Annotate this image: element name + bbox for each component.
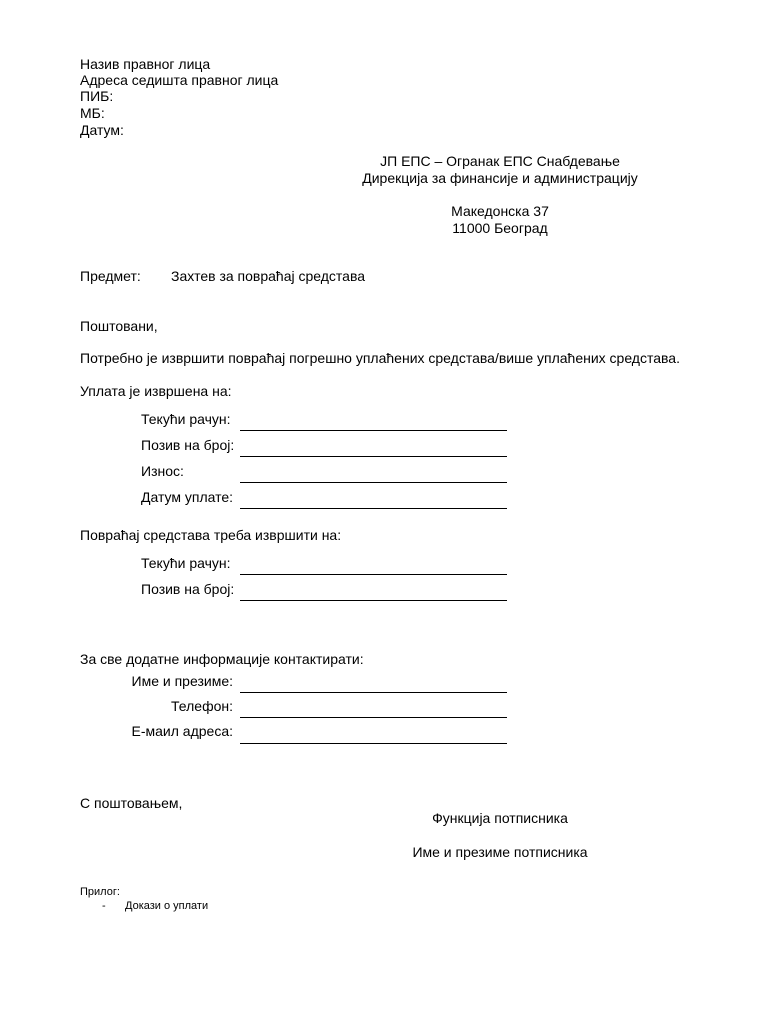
recipient-city: 11000 Београд: [452, 220, 548, 236]
contact-heading: За све додатне информације контактирати:: [80, 651, 364, 667]
recipient-street: Македонска 37: [451, 203, 549, 219]
subject-label: Предмет:: [80, 268, 141, 284]
refund-heading: Повраћај средстава треба извршити на:: [80, 527, 342, 543]
payment-amount-label: Износ:: [141, 463, 184, 479]
sender-name: Назив правног лица: [80, 56, 211, 72]
payment-date-label: Датум уплате:: [141, 489, 234, 505]
payment-account-label: Текући рачун:: [141, 411, 231, 427]
attachment-item: Докази о уплати: [125, 900, 209, 912]
refund-account-label: Текући рачун:: [141, 555, 231, 571]
signature-name: Име и презиме потписника: [412, 844, 588, 860]
payment-account-line: [240, 430, 507, 431]
body-text: Потребно је извршити повраћај погрешно уплаћених средстава/више уплаћених средстава.: [80, 350, 680, 366]
contact-phone-label: Телефон:: [171, 698, 233, 714]
payment-heading: Уплата је извршена на:: [80, 383, 232, 399]
sender-mb: МБ:: [80, 105, 105, 121]
recipient-line1: ЈП ЕПС – Огранак ЕПС Снабдевање: [380, 153, 620, 169]
sender-address: Адреса седишта правног лица: [80, 72, 279, 88]
recipient-line2: Дирекција за финансије и администрацију: [362, 170, 638, 186]
payment-date-line: [240, 508, 507, 509]
payment-amount-line: [240, 482, 507, 483]
contact-name-label: Име и презиме:: [131, 673, 233, 689]
greeting: Поштовани,: [80, 318, 158, 334]
contact-name-line: [240, 692, 507, 693]
refund-reference-line: [240, 600, 507, 601]
payment-reference-line: [240, 456, 507, 457]
subject-text: Захтев за повраћај средстава: [171, 268, 366, 284]
contact-email-label: Е-маил адреса:: [131, 723, 233, 739]
closing: С поштовањем,: [80, 795, 183, 811]
payment-reference-label: Позив на број:: [141, 437, 235, 453]
contact-phone-line: [240, 717, 507, 718]
signature-function: Функција потписника: [432, 810, 568, 826]
attachments-label: Прилог:: [80, 886, 120, 898]
sender-pib: ПИБ:: [80, 88, 114, 104]
attachment-bullet: -: [102, 900, 106, 912]
refund-reference-label: Позив на број:: [141, 581, 235, 597]
refund-account-line: [240, 574, 507, 575]
sender-date: Датум:: [80, 122, 124, 138]
contact-email-line: [240, 743, 507, 744]
